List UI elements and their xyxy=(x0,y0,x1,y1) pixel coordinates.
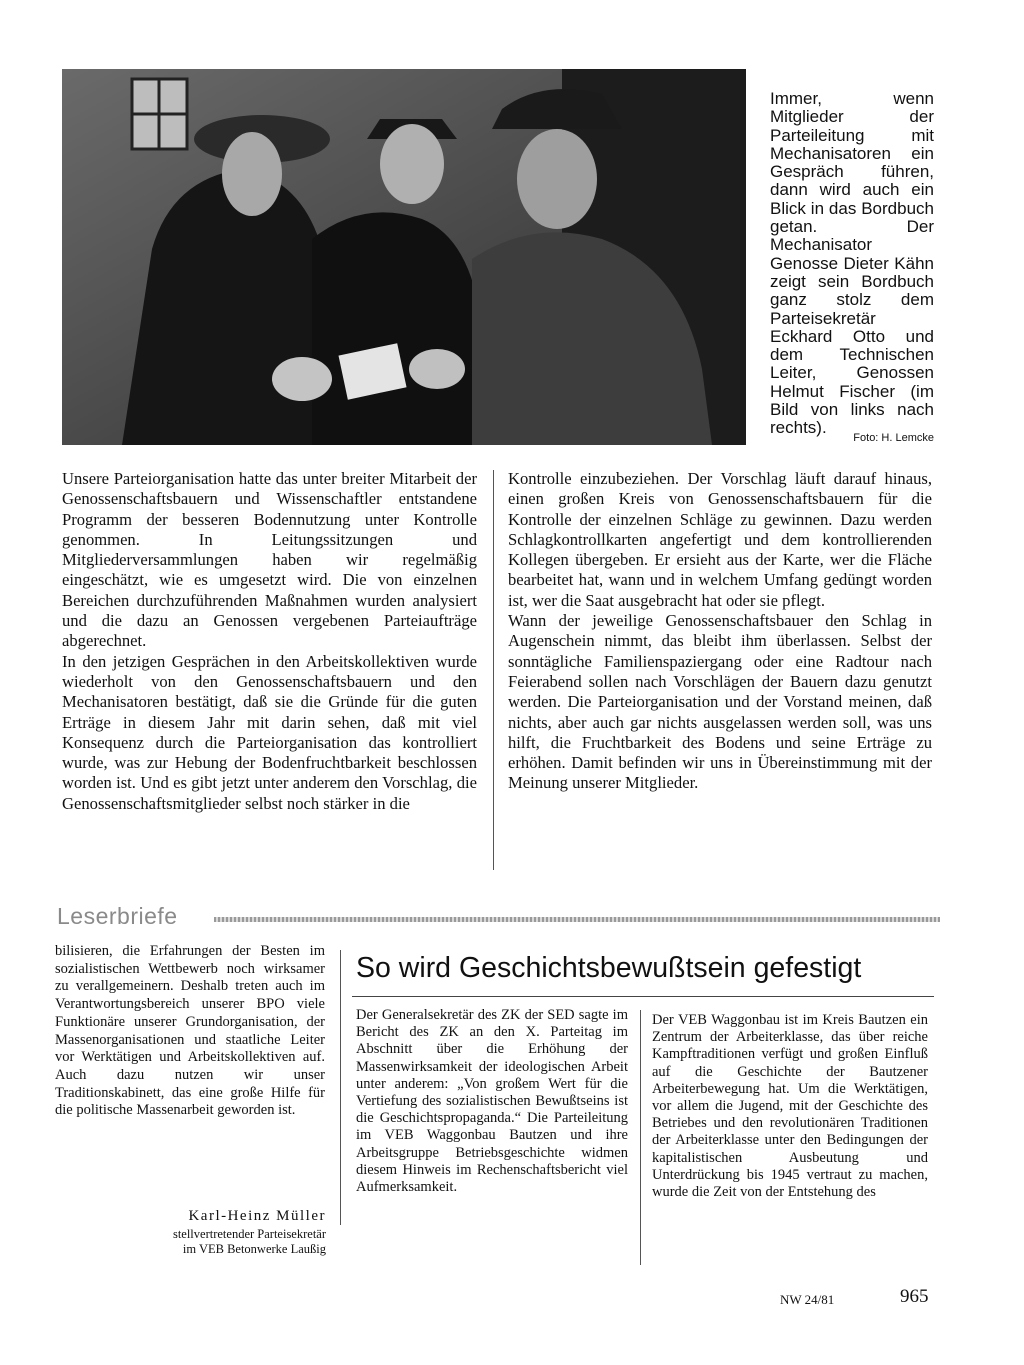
article-headline: So wird Geschichtsbewußtsein gefestigt xyxy=(356,952,862,984)
letter-text: bilisieren, die Erfahrungen der Besten im sozialistischen Wettbewerb noch wirksamer zu verallgemeinern. Deshalb treten auch im Verantwortungsbereich unserer BPO viele Funktionäre unserer Grundorganisation, der Massenorganisationen und staatliche Leiter vor Werktätigen und Arbeitskollektiven auf. Auch dazu nutzen wir unser Traditionskabinett, das eine große Hilfe für die politische Massenarbeit geworden ist. xyxy=(55,943,325,1119)
article-paragraph: Wann der jeweilige Genossenschaftsbauer den Schlag in Augenschein nimmt, das bleibt ihm überlassen. Selbst der sonntägliche Familienspaziergang oder eine Radtour nach Feierabend sollen nach Vorschlägen der Bauern dazu genutzt werden. Die Parteiorganisation und der Vorstand meinen, daß nichts, aber auch gar nichts ausgelassen werden soll, was uns hilft, die Fruchtbarkeit des Bodens und seine Erträge zu erhöhen. Damit befinden wir uns in Übereinstimmung mit der Meinung unserer Mitglieder. xyxy=(508,611,932,793)
section-title: Leserbriefe xyxy=(57,903,178,929)
letter-signature-role-line: stellvertretender Parteisekretär xyxy=(172,1227,326,1241)
article-paragraph: Unsere Parteiorganisation hatte das unter breiter Mitarbeit der Genossenschaftsbauern und Wissenschaftler entstandene Programm der besseren Bodennutzung unter Kontrolle genommen. In Leitungssitzungen und Mitgliederversammlungen haben wir regelmäßig eingeschätzt, wie es umgesetzt wird. Die von einzelnen Bereichen durchzuführenden Maßnahmen wurden analysiert und die dazu an Genossen vergebenen Parteiaufträge abgerechnet. xyxy=(62,469,477,651)
article-column-2 xyxy=(508,469,932,794)
letter-signature-role-line: im VEB Betonwerke Laußig xyxy=(182,1242,326,1256)
page-number: 965 xyxy=(900,1286,929,1307)
second-article-column-1: Der Generalsekretär des ZK der SED sagte im Bericht des ZK an den X. Parteitag im Abschnitt über die Erhöhung der Massenwirksamkeit der ideologischen Arbeit unter anderem: „Von großem Wert für die Vertiefung des sozialistischen Bewußtseins ist die Geschichtspropaganda.“ Die Parteileitung im VEB Waggonbau Bautzen und ihre Arbeitsgruppe Betriebsgeschichte widmen diesem Hinweis im Rechenschaftsbericht viel Aufmerksamkeit. xyxy=(356,1007,628,1196)
photo-credit: Foto: H. Lemcke xyxy=(853,432,934,444)
photo xyxy=(62,69,746,445)
photo-image-icon xyxy=(62,69,746,445)
photo-caption: Immer, wenn Mitglieder der Parteileitung mit Mechanisatoren ein Gespräch führen, dann wird auch ein Blick in das Bordbuch getan. Der Mechanisator Genosse Dieter Kähn zeigt sein Bordbuch ganz stolz dem Parteisekretär Eckhard Otto und dem Technischen Leiter, Genossen Helmut Fischer (im Bild von links nach rechts). xyxy=(770,89,934,438)
article-paragraph: In den jetzigen Gesprächen in den Arbeitskollektiven wurde wiederholt von den Genossenschaftsbauern und den Mechanisatoren bestätigt, daß sie die Gründe für die guten Erträge in diesem Jahr mit darin sehen, daß mit viel Konsequenz durch die Parteiorganisation das kontrolliert wurde, was zur Hebung der Bodenfruchtbarkeit beschlossen worden ist. Und es gibt jetzt unter anderem den Vorschlag, die Genossenschaftsmitglieder selbst noch stärker in die xyxy=(62,651,477,813)
issue-label: NW 24/81 xyxy=(780,1292,835,1307)
letter-signature-name: Karl-Heinz Müller xyxy=(188,1208,326,1224)
second-article-column-2: Der VEB Waggonbau ist im Kreis Bautzen ein Zentrum der Arbeiterklasse, das über reiche Kampftraditionen verfügt und großen Einfluß auf die Geschichte der Bautzener Arbeiterbewegung hat. Um die Werktätigen, vor allem die Jugend, mit der Geschichte des Betriebes und den revolutionären Traditionen der Arbeiterklasse unter den Bedingungen der kapitalistischen Ausbeutung und Unterdrückung bis 1945 vertraut zu machen, wurde die Zeit von der Entstehung des xyxy=(652,1012,928,1201)
article-paragraph: Kontrolle einzubeziehen. Der Vorschlag läuft darauf hinaus, einen großen Kreis von Genossenschaftsbauern für die Kontrolle der einzelnen Schläge zu gewinnen. Dazu werden Schlagkontrollkarten angefertigt und dem kontrollierenden Kollegen übergeben. Er ersieht aus der Karte, wer die Fläche bearbeitet hat, wann und in welchem Umfang gedüngt worden ist, wer die Saat ausgebracht hat oder sie pflegt. xyxy=(508,469,932,610)
column-divider xyxy=(493,470,494,870)
headline-rule xyxy=(352,996,934,997)
column-divider xyxy=(340,950,341,1225)
column-divider xyxy=(640,1010,641,1265)
article-column-1 xyxy=(62,469,477,814)
letter-signature-role xyxy=(110,1227,326,1257)
section-rule xyxy=(214,917,940,922)
